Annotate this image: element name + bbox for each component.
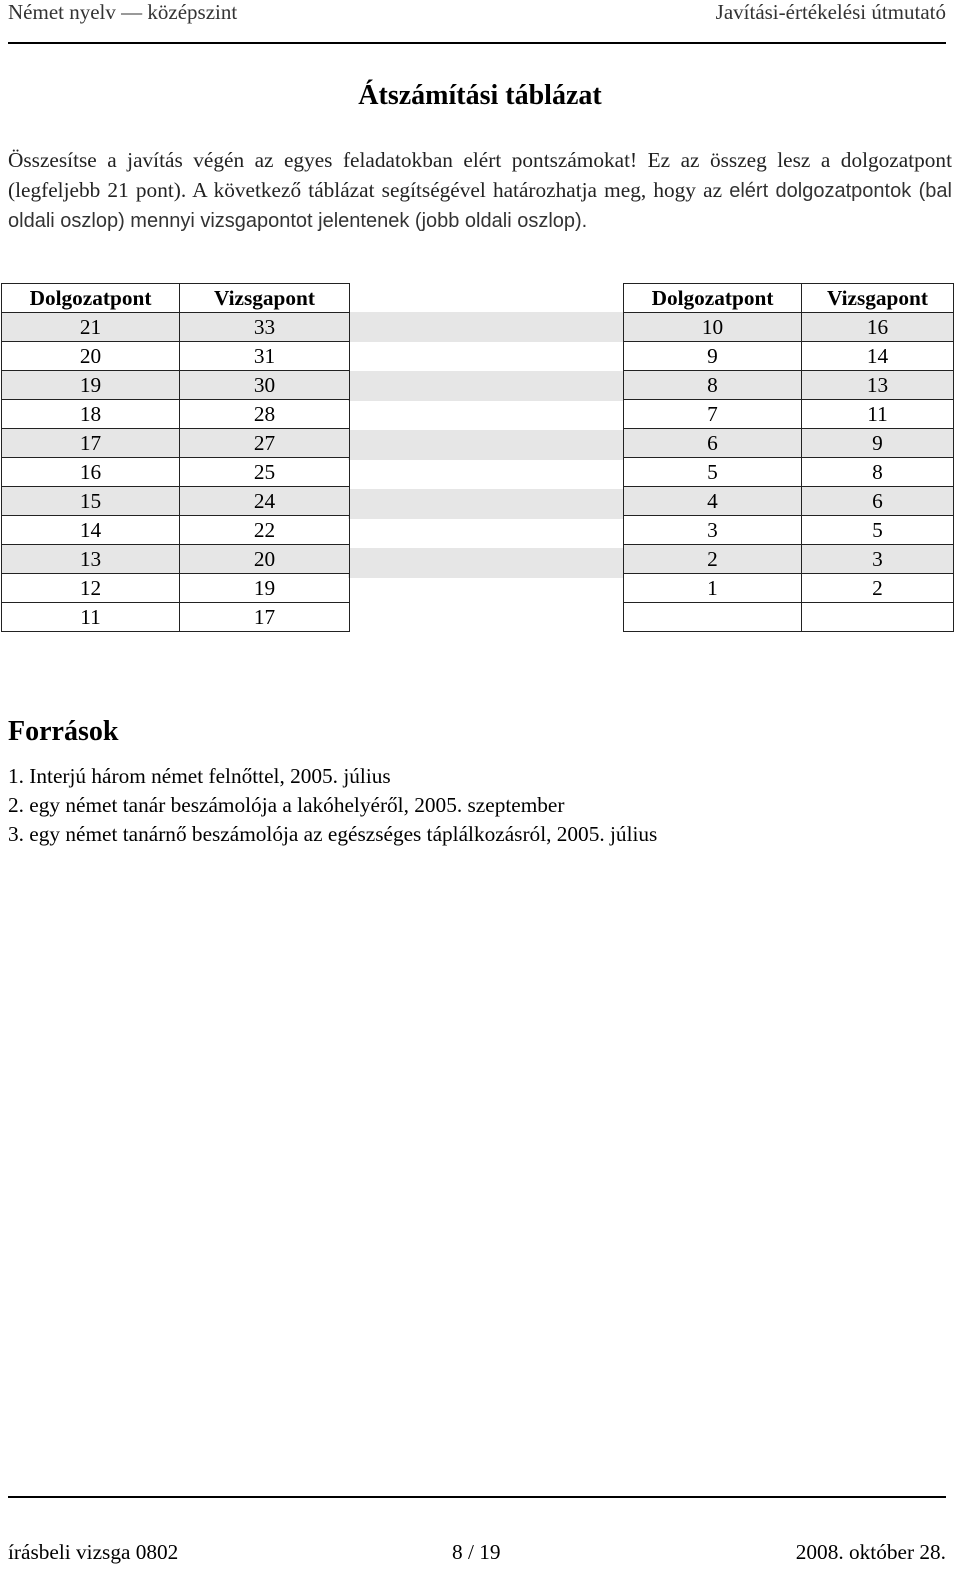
score-cell: 4 [624, 487, 802, 516]
exam-point-cell: 20 [180, 545, 350, 574]
exam-point-cell: 2 [802, 574, 954, 603]
score-cell: 13 [2, 545, 180, 574]
table-row [624, 342, 954, 371]
exam-point-cell: 9 [802, 429, 954, 458]
conversion-table-right [623, 283, 954, 632]
sources-heading: Források [8, 716, 119, 747]
intro-text-serif: Összesítse a javítás végén az egyes feladatokban elért pontszámokat! Ez az összeg lesz a dolgozatpont (legfeljebb 21 pont). A következő táblázat segítségével határozhatja meg, hogy az [8, 148, 952, 202]
exam-point-cell: 33 [180, 313, 350, 342]
table-row [624, 371, 954, 400]
score-cell: 17 [2, 429, 180, 458]
table-row [624, 516, 954, 545]
row-band [348, 371, 623, 401]
table-header-row [2, 284, 350, 313]
exam-point-cell: 16 [802, 313, 954, 342]
score-cell: 15 [2, 487, 180, 516]
page-footer [8, 1540, 946, 1570]
score-cell: 14 [2, 516, 180, 545]
exam-point-cell: 13 [802, 371, 954, 400]
score-cell: 6 [624, 429, 802, 458]
column-header-vizsgapont: Vizsgapont [180, 284, 350, 313]
exam-point-cell: 17 [180, 603, 350, 632]
page-title: Átszámítási táblázat [358, 80, 602, 111]
exam-point-cell: 5 [802, 516, 954, 545]
table-row [2, 603, 350, 632]
exam-point-cell: 3 [802, 545, 954, 574]
exam-point-cell: 24 [180, 487, 350, 516]
exam-point-cell: 31 [180, 342, 350, 371]
score-cell: 20 [2, 342, 180, 371]
score-cell: 18 [2, 400, 180, 429]
table-row [2, 400, 350, 429]
header-doc-type: Javítási-értékelési útmutató [715, 0, 946, 24]
exam-point-cell: 19 [180, 574, 350, 603]
exam-point-cell: 8 [802, 458, 954, 487]
table-row [624, 574, 954, 603]
exam-point-cell: 11 [802, 400, 954, 429]
source-item: 2. egy német tanár beszámolója a lakóhelyéről, 2005. szeptember [8, 793, 565, 817]
table-row [2, 313, 350, 342]
table-row [2, 574, 350, 603]
exam-point-cell: 6 [802, 487, 954, 516]
intro-text-sans: elért dolgozatpontok (bal oldali oszlop) mennyi vizsgapontot jelentenek (jobb oldali oszlop). [8, 179, 952, 232]
table-row [2, 458, 350, 487]
exam-point-cell: 22 [180, 516, 350, 545]
row-band [348, 489, 623, 519]
column-header-dolgozatpont: Dolgozatpont [624, 284, 802, 313]
table-row [624, 545, 954, 574]
table-header-row [624, 284, 954, 313]
source-item: 1. Interjú három német felnőttel, 2005. július [8, 764, 391, 788]
score-cell: 1 [624, 574, 802, 603]
score-cell: 8 [624, 371, 802, 400]
column-header-vizsgapont: Vizsgapont [802, 284, 954, 313]
score-cell: 10 [624, 313, 802, 342]
table-row [2, 516, 350, 545]
score-cell: 16 [2, 458, 180, 487]
score-cell: 3 [624, 516, 802, 545]
row-band [348, 312, 623, 342]
row-band [348, 430, 623, 460]
score-cell: 2 [624, 545, 802, 574]
table-row [624, 313, 954, 342]
exam-point-cell: 14 [802, 342, 954, 371]
score-cell: 21 [2, 313, 180, 342]
table-row [2, 487, 350, 516]
table-row [2, 342, 350, 371]
header-subject: Német nyelv — középszint [8, 0, 238, 24]
footer-rule [8, 1496, 946, 1498]
header-rule [8, 42, 946, 44]
exam-point-cell: 30 [180, 371, 350, 400]
score-cell: 7 [624, 400, 802, 429]
score-cell: 12 [2, 574, 180, 603]
footer-exam-code: írásbeli vizsga 0802 [8, 1540, 179, 1564]
sources-list [8, 762, 657, 849]
source-item: 3. egy német tanárnő beszámolója az egészséges táplálkozásról, 2005. július [8, 822, 658, 846]
table-row [624, 429, 954, 458]
score-cell: 11 [2, 603, 180, 632]
exam-point-cell: 27 [180, 429, 350, 458]
exam-point-cell [802, 603, 954, 632]
conversion-table-left [1, 283, 350, 632]
score-cell: 19 [2, 371, 180, 400]
table-row [624, 487, 954, 516]
intro-paragraph [8, 146, 952, 237]
score-cell: 5 [624, 458, 802, 487]
score-cell: 9 [624, 342, 802, 371]
score-cell [624, 603, 802, 632]
row-band [348, 548, 623, 578]
table-row [624, 458, 954, 487]
table-row [624, 400, 954, 429]
table-row [2, 545, 350, 574]
exam-point-cell: 28 [180, 400, 350, 429]
column-header-dolgozatpont: Dolgozatpont [2, 284, 180, 313]
table-row-empty [624, 603, 954, 632]
table-row [2, 371, 350, 400]
footer-date: 2008. október 28. [795, 1540, 946, 1564]
exam-point-cell: 25 [180, 458, 350, 487]
page-header [8, 0, 946, 30]
table-row [2, 429, 350, 458]
footer-page-number: 8 / 19 [452, 1540, 501, 1564]
